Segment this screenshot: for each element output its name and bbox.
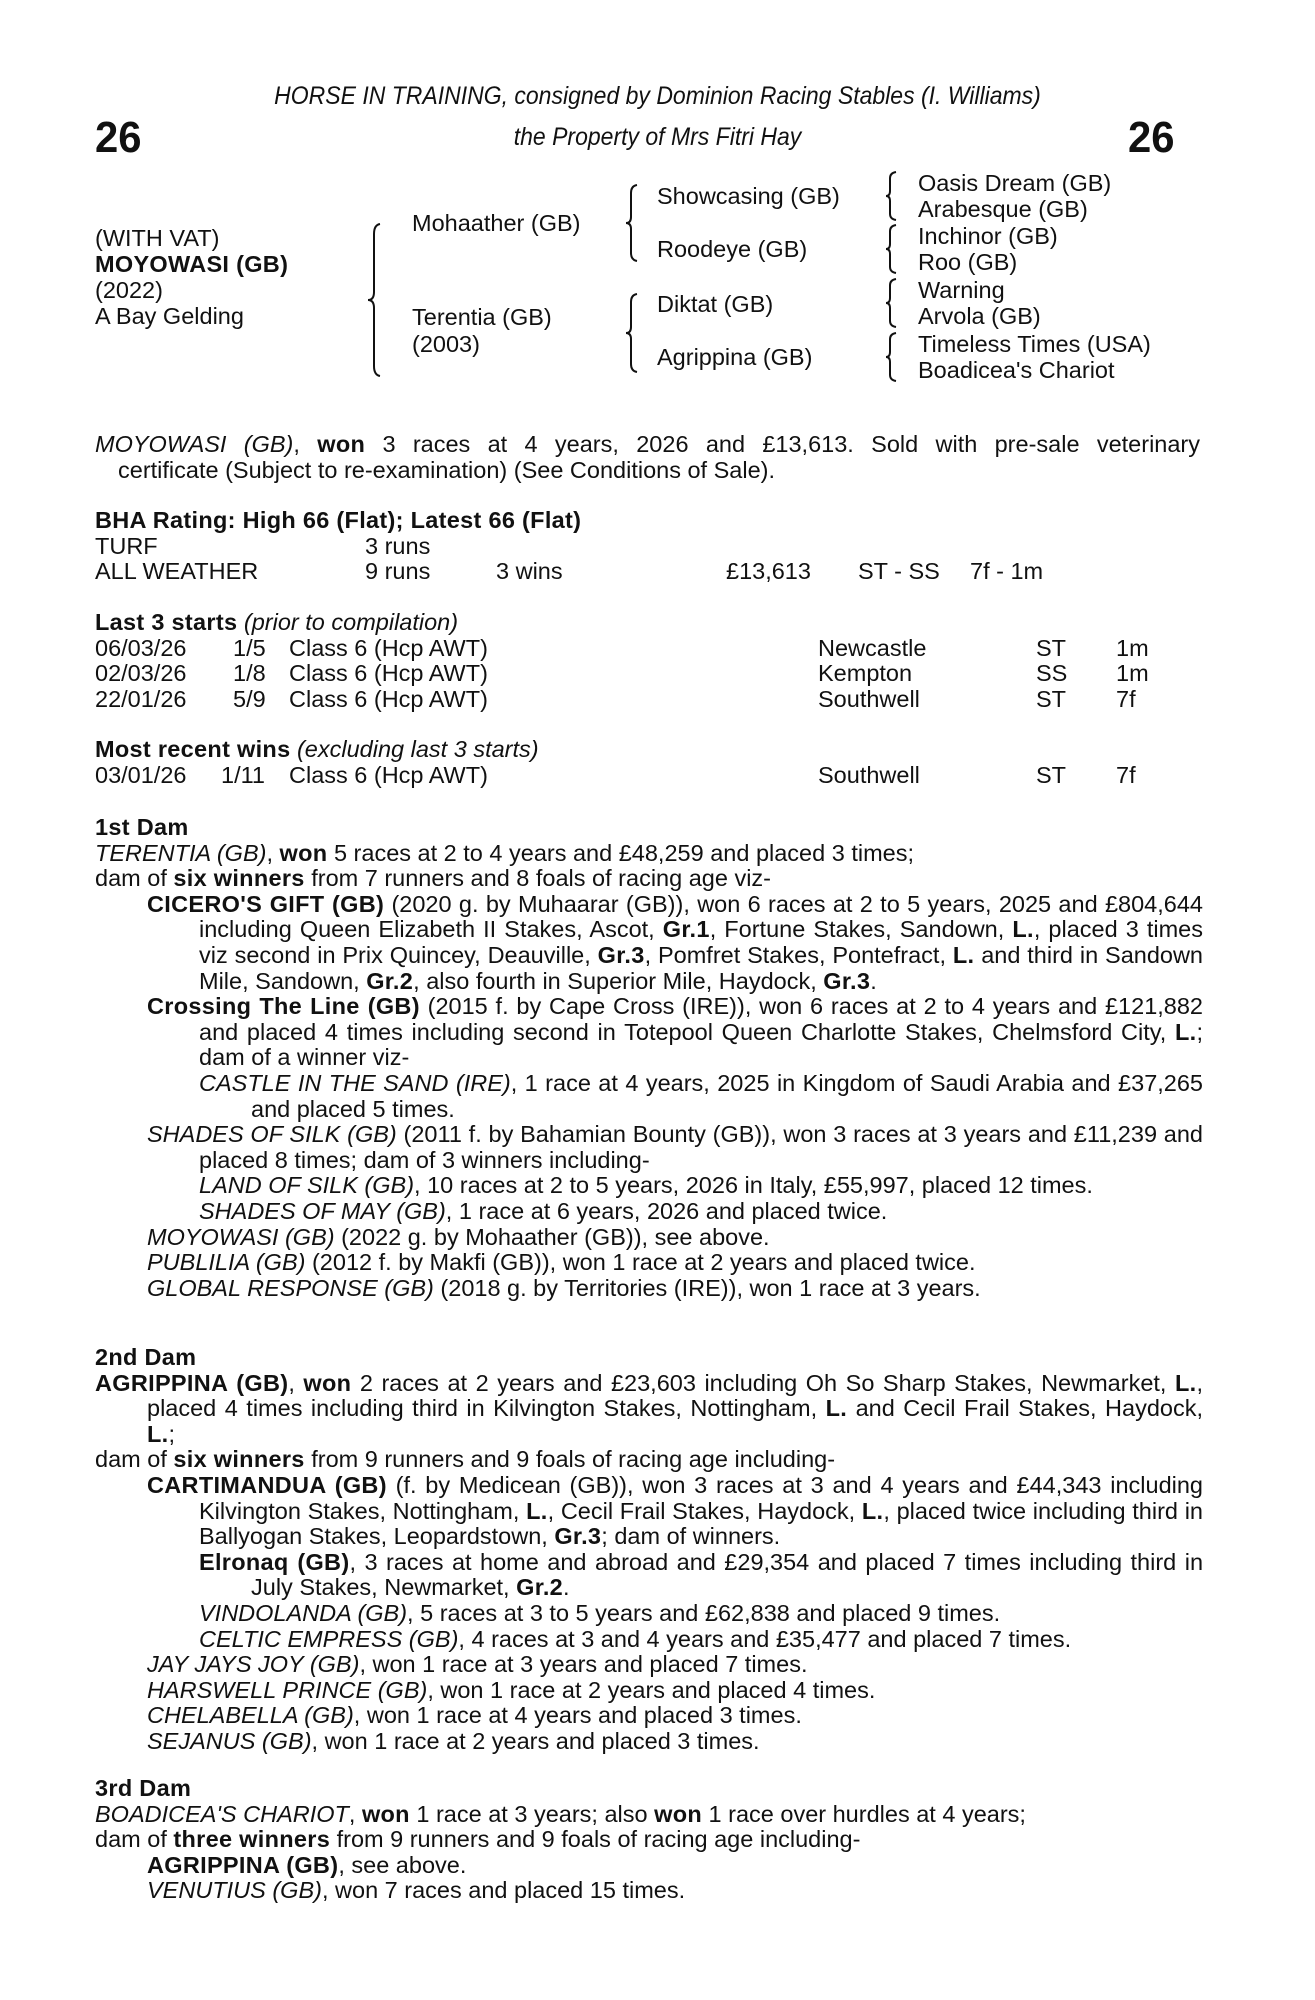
- win-race: Class 6 (Hcp AWT): [289, 761, 488, 788]
- produce-name: SHADES OF SILK (GB): [147, 1121, 397, 1148]
- third-dam-name: BOADICEA'S CHARIOT: [95, 1800, 349, 1827]
- winners-count: six winners: [173, 865, 305, 892]
- produce-moyowasi: [147, 1225, 1203, 1251]
- listed-badge: L.: [825, 1395, 848, 1422]
- text: ; dam of winners.: [601, 1523, 781, 1550]
- start-going: ST: [1036, 634, 1067, 661]
- recent-wins-heading: Most recent wins: [95, 736, 291, 762]
- start-going: ST: [1036, 685, 1067, 712]
- won-label: won: [279, 839, 328, 866]
- first-dam-line: [95, 841, 1203, 867]
- start-position: 1/5: [233, 634, 266, 661]
- produce-chelabella: [147, 1703, 1203, 1729]
- listed-badge: L.: [861, 1497, 884, 1524]
- text: , 10 races at 2 to 5 years, 2026 in Italy, £55,997, placed 12 times.: [414, 1172, 1093, 1199]
- last-starts-heading: Last 3 starts: [95, 609, 238, 635]
- produce-shades-of-may: [199, 1199, 1203, 1225]
- winners-count: three winners: [173, 1826, 331, 1853]
- listed-badge: L.: [1012, 916, 1034, 943]
- produce-name: GLOBAL RESPONSE (GB): [147, 1274, 434, 1301]
- grade-badge: Gr.3: [823, 967, 871, 994]
- text: dam of: [95, 865, 174, 892]
- produce-name: CASTLE IN THE SAND (IRE): [199, 1069, 511, 1096]
- start-position: 5/9: [233, 685, 266, 712]
- won-label: won: [654, 1800, 702, 1827]
- text: , Pomfret Stakes, Pontefract,: [644, 941, 953, 968]
- pedigree-dam: Terentia (GB): [412, 304, 552, 330]
- won-label: won: [303, 1369, 352, 1396]
- winners-count: six winners: [173, 1446, 305, 1473]
- produce-name: Crossing The Line (GB): [147, 993, 420, 1020]
- produce-name: HARSWELL PRINCE (GB): [147, 1676, 428, 1703]
- third-dam-heading: 3rd Dam: [95, 1775, 192, 1801]
- grade-badge: Gr.2: [366, 967, 414, 994]
- produce-celtic-empress: [199, 1627, 1203, 1653]
- text: , 1 race at 4 years, 2025 in Kingdom of Saudi Arabia and £37,265 and placed 5 times.: [251, 1069, 1203, 1122]
- win-position: 1/11: [221, 761, 265, 788]
- produce-sejanus: [147, 1729, 1203, 1755]
- sep: ,: [266, 839, 280, 866]
- grade-badge: Gr.1: [662, 916, 710, 943]
- text: , 1 race at 6 years, 2026 and placed twice.: [445, 1197, 888, 1224]
- text: , placed 3 times viz second in Prix Quincey, Deauville,: [199, 916, 1203, 968]
- horse-description: A Bay Gelding: [95, 303, 244, 329]
- text: 1 race at 3 years; also: [409, 1800, 655, 1827]
- produce-agrippina: [147, 1853, 1203, 1879]
- first-dam-heading: 1st Dam: [95, 814, 189, 840]
- text: , won 7 races and placed 15 times.: [321, 1877, 686, 1904]
- summary-text-2: certificate (Subject to re-examination) (See Conditions of Sale).: [118, 456, 776, 483]
- text: dam of: [95, 1446, 174, 1473]
- lot-number-left: 26: [95, 113, 142, 162]
- text: , placed twice including third in Ballyogan Stakes, Leopardstown,: [199, 1497, 1203, 1550]
- text: 2 races at 2 years and £23,603 including Oh So Sharp Stakes, Newmarket,: [351, 1369, 1175, 1396]
- catalogue-header-subtitle: the Property of Mrs Fitri Hay: [513, 123, 802, 151]
- start-date: 06/03/26: [95, 634, 187, 661]
- text: (2012 f. by Makfi (GB)), won 1 race at 2 years and placed twice.: [305, 1249, 976, 1276]
- horse-identity: [95, 225, 288, 329]
- produce-venutius: [147, 1878, 1203, 1904]
- text: (2022 g. by Mohaather (GB)), see above.: [334, 1223, 770, 1250]
- grade-badge: Gr.3: [597, 941, 645, 968]
- win-date: 03/01/26: [95, 761, 187, 788]
- rating-row-turf: [95, 534, 1205, 560]
- text: , also fourth in Superior Mile, Haydock,: [413, 967, 824, 994]
- rating-going: ST - SS: [858, 558, 940, 585]
- start-course: Kempton: [818, 660, 913, 687]
- text: (2015 f. by Cape Cross (IRE)), won 6 races at 2 to 4 years and £121,882 and placed 4 times including second in Totepool Queen Charlotte Stakes, Chelmsford City,: [199, 993, 1204, 1045]
- catalogue-header-title: HORSE IN TRAINING, consigned by Dominion Racing Stables (I. Williams): [274, 82, 1041, 110]
- text: , won 1 race at 4 years and placed 3 times.: [353, 1702, 802, 1729]
- start-course: Southwell: [818, 685, 920, 712]
- pedigree-dam-year: (2003): [412, 331, 480, 357]
- start-race: Class 6 (Hcp AWT): [289, 685, 488, 712]
- pedigree-bracket-gg1: [884, 170, 900, 222]
- pedigree-dam-dam: Agrippina (GB): [657, 344, 813, 370]
- pedigree-gg-1: Oasis Dream (GB): [918, 170, 1112, 196]
- pedigree-bracket-main: [366, 222, 386, 378]
- text: , won 1 race at 3 years and placed 7 times.: [359, 1651, 808, 1678]
- produce-jay-jays-joy: [147, 1652, 1203, 1678]
- second-dam-name: AGRIPPINA (GB): [95, 1369, 289, 1396]
- text: (2020 g. by Muhaarar (GB)), won 6 races at 2 to 5 years, 2025 and £804,644 including Queen Elizabeth II Stakes, Ascot,: [199, 890, 1203, 943]
- second-dam-produce-summary: [95, 1447, 1203, 1473]
- text: and third in Sandown Mile, Sandown,: [199, 941, 1204, 994]
- rating-wins: 3 wins: [496, 558, 563, 585]
- text: from 9 runners and 9 foals of racing age including-: [330, 1826, 861, 1853]
- text: .: [870, 967, 877, 994]
- start-row: [95, 636, 1205, 662]
- produce-name: CARTIMANDUA (GB): [147, 1471, 387, 1498]
- race-summary: [95, 432, 1200, 483]
- first-dam-produce-summary: [95, 866, 1203, 892]
- first-dam-record: 5 races at 2 to 4 years and £48,259 and placed 3 times;: [327, 839, 914, 866]
- pedigree-gg-7: Timeless Times (USA): [918, 331, 1151, 357]
- text: (2018 g. by Territories (IRE)), won 1 race at 3 years.: [433, 1274, 981, 1301]
- produce-elronaq: [199, 1550, 1203, 1601]
- produce-publilia: [147, 1250, 1203, 1276]
- recent-wins-section: [95, 737, 1205, 788]
- summary-won: won: [317, 431, 366, 457]
- start-row: [95, 661, 1205, 687]
- text: , won 1 race at 2 years and placed 3 times.: [311, 1727, 760, 1754]
- text: , see above.: [338, 1851, 467, 1878]
- rating-runs: 9 runs: [365, 558, 431, 585]
- rating-distance: 7f - 1m: [970, 558, 1044, 585]
- pedigree-bracket-gg3: [884, 277, 900, 329]
- recent-wins-note: (excluding last 3 starts): [296, 736, 539, 762]
- produce-name: JAY JAYS JOY (GB): [147, 1651, 360, 1678]
- pedigree-dam-sire: Diktat (GB): [657, 291, 774, 317]
- produce-name: VINDOLANDA (GB): [199, 1599, 408, 1626]
- grade-badge: Gr.2: [516, 1574, 564, 1601]
- listed-badge: L.: [952, 941, 975, 968]
- produce-castle-in-the-sand: [199, 1071, 1203, 1122]
- listed-badge: L.: [526, 1497, 548, 1524]
- produce-vindolanda: [199, 1601, 1203, 1627]
- produce-name: Elronaq (GB): [199, 1548, 350, 1575]
- start-distance: 7f: [1116, 685, 1136, 712]
- text: (2011 f. by Bahamian Bounty (GB)), won 3 races at 3 years and £11,239 and placed 8 times; dam of 3 winners including-: [199, 1121, 1203, 1173]
- horse-year: (2022): [95, 277, 163, 303]
- produce-name: VENUTIUS (GB): [147, 1877, 322, 1904]
- listed-badge: L.: [1175, 1369, 1197, 1396]
- sep: ,: [348, 1800, 362, 1827]
- start-distance: 1m: [1116, 634, 1149, 661]
- text: , won 1 race at 2 years and placed 4 times.: [427, 1676, 876, 1703]
- produce-name: SEJANUS (GB): [147, 1727, 312, 1754]
- win-row: [95, 763, 1205, 789]
- rating-prize: £13,613: [726, 558, 811, 585]
- start-race: Class 6 (Hcp AWT): [289, 660, 488, 687]
- start-distance: 1m: [1116, 660, 1149, 687]
- horse-name: MOYOWASI (GB): [95, 251, 289, 277]
- text: ; dam of a winner viz-: [199, 1018, 1203, 1071]
- rating-surface: TURF: [95, 532, 158, 559]
- produce-cicero-gift: [147, 892, 1203, 994]
- produce-name: CICERO'S GIFT (GB): [147, 890, 385, 917]
- produce-cartimandua: [147, 1473, 1203, 1550]
- produce-name: MOYOWASI (GB): [147, 1223, 335, 1250]
- bha-rating-section: [95, 508, 1205, 585]
- third-dam-produce-summary: [95, 1827, 1203, 1853]
- first-dam-name: TERENTIA (GB): [95, 839, 267, 866]
- listed-badge: L.: [147, 1420, 169, 1447]
- pedigree-gg-5: Warning: [918, 277, 1005, 303]
- text: , Fortune Stakes, Sandown,: [709, 916, 1013, 943]
- produce-name: AGRIPPINA (GB): [147, 1851, 339, 1878]
- produce-name: CELTIC EMPRESS (GB): [199, 1625, 459, 1652]
- start-position: 1/8: [233, 660, 266, 687]
- produce-name: SHADES OF MAY (GB): [199, 1197, 446, 1224]
- summary-sep: ,: [293, 431, 318, 457]
- text: 1 race over hurdles at 4 years;: [702, 1800, 1026, 1827]
- third-dam-section: [95, 1776, 1203, 1904]
- win-distance: 7f: [1116, 761, 1136, 788]
- vat-note: (WITH VAT): [95, 225, 220, 251]
- second-dam-section: [95, 1345, 1203, 1755]
- pedigree-gg-3: Inchinor (GB): [918, 223, 1058, 249]
- last-starts-section: [95, 610, 1205, 712]
- rating-row-all-weather: [95, 559, 1205, 585]
- produce-shades-of-silk: [147, 1122, 1203, 1173]
- bha-rating-heading: BHA Rating: High 66 (Flat); Latest 66 (Flat): [95, 507, 582, 533]
- pedigree-sire: Mohaather (GB): [412, 210, 581, 236]
- produce-name: LAND OF SILK (GB): [199, 1172, 415, 1199]
- win-going: ST: [1036, 761, 1067, 788]
- pedigree-bracket-sire: [624, 183, 642, 263]
- last-starts-note: (prior to compilation): [243, 609, 459, 635]
- third-dam-line: [95, 1802, 1203, 1828]
- start-course: Newcastle: [818, 634, 927, 661]
- text: , 3 races at home and abroad and £29,354 and placed 7 times including third in July Stakes, Newmarket,: [251, 1548, 1204, 1601]
- win-course: Southwell: [818, 761, 920, 788]
- start-going: SS: [1036, 660, 1068, 687]
- text: and Cecil Frail Stakes, Haydock,: [847, 1395, 1204, 1422]
- listed-badge: L.: [1174, 1018, 1197, 1045]
- rating-runs: 3 runs: [365, 532, 431, 559]
- rating-surface: ALL WEATHER: [95, 558, 259, 585]
- pedigree-sire-dam: Roodeye (GB): [657, 236, 808, 262]
- produce-global-response: [147, 1276, 1203, 1302]
- text: , 5 races at 3 to 5 years and £62,838 and placed 9 times.: [407, 1599, 1001, 1626]
- pedigree-bracket-gg2: [884, 223, 900, 275]
- start-date: 22/01/26: [95, 685, 187, 712]
- text: .: [563, 1574, 570, 1601]
- pedigree-bracket-gg4: [884, 331, 900, 383]
- start-row: [95, 687, 1205, 713]
- start-race: Class 6 (Hcp AWT): [289, 634, 488, 661]
- start-date: 02/03/26: [95, 660, 187, 687]
- pedigree-gg-2: Arabesque (GB): [918, 196, 1088, 222]
- second-dam-heading: 2nd Dam: [95, 1344, 197, 1370]
- text: from 7 runners and 8 foals of racing age viz-: [304, 865, 772, 892]
- text: , Cecil Frail Stakes, Haydock,: [547, 1497, 862, 1524]
- produce-name: CHELABELLA (GB): [147, 1702, 354, 1729]
- pedigree-bracket-dam: [624, 292, 642, 374]
- produce-land-of-silk: [199, 1173, 1203, 1199]
- text: , 4 races at 3 and 4 years and £35,477 and placed 7 times.: [458, 1625, 1072, 1652]
- pedigree-gg-8: Boadicea's Chariot: [918, 357, 1115, 383]
- summary-text-1: 3 races at 4 years, 2026 and £13,613. Sold with pre-sale veterinary: [365, 431, 1201, 457]
- pedigree-gg-6: Arvola (GB): [918, 303, 1041, 329]
- text: from 9 runners and 9 foals of racing age including-: [304, 1446, 836, 1473]
- text: (f. by Medicean (GB)), won 3 races at 3 and 4 years and £44,343 including Kilvington Stakes, Nottingham,: [199, 1471, 1204, 1524]
- text: dam of: [95, 1826, 174, 1853]
- pedigree-sire-sire: Showcasing (GB): [657, 183, 840, 209]
- second-dam-line: [95, 1371, 1203, 1448]
- won-label: won: [361, 1800, 410, 1827]
- lot-number-right: 26: [1128, 113, 1175, 162]
- first-dam-section: [95, 815, 1203, 1301]
- produce-crossing-the-line: [147, 994, 1203, 1071]
- sep: ,: [288, 1369, 304, 1396]
- produce-name: PUBLILIA (GB): [147, 1249, 306, 1276]
- grade-badge: Gr.3: [554, 1523, 602, 1550]
- text: , placed 4 times including third in Kilvington Stakes, Nottingham,: [147, 1369, 1204, 1422]
- summary-horse-name: MOYOWASI (GB): [95, 431, 294, 457]
- text: ;: [168, 1420, 176, 1447]
- produce-harswell-prince: [147, 1678, 1203, 1704]
- pedigree-gg-4: Roo (GB): [918, 249, 1018, 275]
